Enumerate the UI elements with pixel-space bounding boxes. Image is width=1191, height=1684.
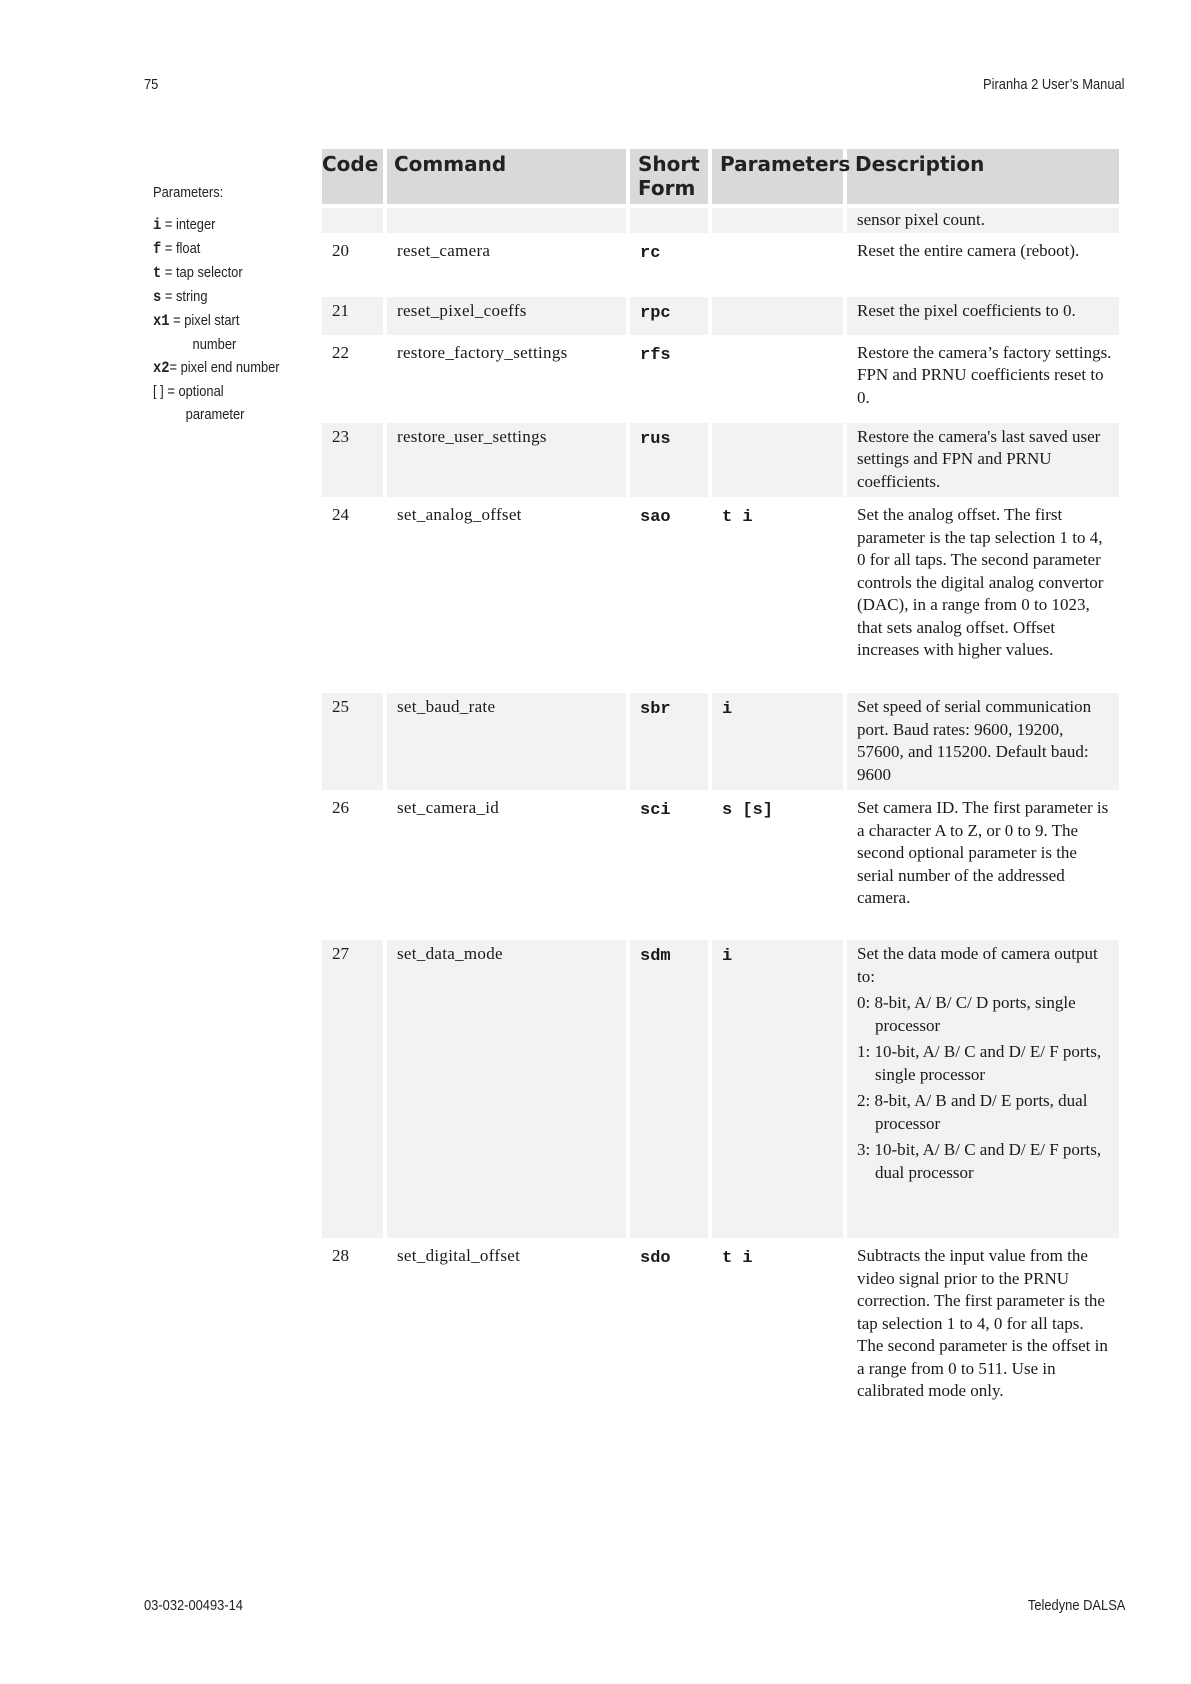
table-row <box>322 237 1119 293</box>
row-description: Subtracts the input value from the video signal prior to the PRNU correction. The first parameter is the tap selection 1 to 4, 0 for all taps. The second parameter is the offset in a range from 0 to 511. Use in calibrated mode only. <box>857 1246 1108 1400</box>
row-description: Set speed of serial communication port. Baud rates: 9600, 19200, 57600, and 115200. Default baud: 9600 <box>847 693 1119 790</box>
row-description: Restore the camera’s factory settings. FPN and PRNU coefficients reset to 0. <box>857 342 1112 407</box>
legend-item-float: f = float <box>153 240 201 258</box>
document-number: 03-032-00493-14 <box>144 1597 243 1614</box>
data-mode-option: 0: 8-bit, A/ B/ C/ D ports, single processor <box>857 993 1076 1035</box>
row-parameters <box>712 297 843 335</box>
legend-item-integer: i = integer <box>153 216 216 234</box>
row-command: restore_factory_settings <box>397 342 568 362</box>
row-command: set_data_mode <box>387 940 626 1238</box>
row-description: Reset the pixel coefficients to 0. <box>847 297 1119 335</box>
row-code: 27 <box>322 940 383 1238</box>
data-mode-option: 3: 10-bit, A/ B/ C and D/ E/ F ports, dual processor <box>857 1140 1102 1182</box>
table-row <box>322 1242 1119 1432</box>
row-parameters <box>712 423 843 498</box>
row-code: 23 <box>322 423 383 498</box>
row-short-form: rpc <box>630 297 708 335</box>
parameters-legend <box>153 184 323 426</box>
row-parameters: t i <box>722 508 753 527</box>
row-command: restore_user_settings <box>387 423 626 498</box>
command-table <box>318 145 1123 1436</box>
data-mode-option: 2: 8-bit, A/ B and D/ E ports, dual processor <box>857 1091 1088 1133</box>
row-short-form: rus <box>630 423 708 498</box>
row-parameters: i <box>712 693 843 790</box>
parameters-legend-title: Parameters: <box>153 184 224 201</box>
row-short-form: sao <box>640 508 671 527</box>
row-description: Restore the camera's last saved user settings and FPN and PRNU coefficients. <box>847 423 1119 498</box>
row-code: 24 <box>332 505 349 524</box>
row-parameters <box>712 339 843 419</box>
continued-description: sensor pixel count. <box>847 208 1119 233</box>
legend-item-pixel-start-cont: number <box>192 336 237 353</box>
legend-item-tap-selector: t = tap selector <box>153 264 243 282</box>
row-description: Set camera ID. The first parameter is a character A to Z, or 0 to 9. The second optional parameter is the serial number of the addressed camera. <box>857 798 1109 907</box>
row-short-form: rfs <box>640 345 671 365</box>
row-short-form: sdm <box>630 940 708 1238</box>
row-command: reset_camera <box>397 240 491 260</box>
page-number: 75 <box>144 76 159 93</box>
table-row <box>322 501 1119 689</box>
row-short-form: sci <box>640 801 671 820</box>
row-code: 25 <box>322 693 383 790</box>
company-name: Teledyne DALSA <box>1027 1597 1125 1614</box>
row-code: 21 <box>322 297 383 335</box>
row-short-form: rc <box>640 243 661 263</box>
row-code: 26 <box>332 798 349 817</box>
table-row <box>322 339 1119 419</box>
row-description: Set the analog offset. The first parameter is the tap selection 1 to 4, 0 for all taps. The second parameter controls the digital analog convertor (DAC), in a range from 0 to 1023, that sets analog offset. Offset increases with higher values. <box>857 505 1104 659</box>
table-row <box>322 940 1119 1238</box>
row-code: 20 <box>332 240 349 260</box>
row-parameters: i <box>712 940 843 1238</box>
table-row <box>322 794 1119 936</box>
table-row-continued <box>322 208 1119 233</box>
row-parameters <box>712 237 843 293</box>
table-row <box>322 297 1119 335</box>
header-short-form: Short Form <box>630 149 708 204</box>
manual-title: Piranha 2 User’s Manual <box>983 76 1125 93</box>
row-parameters: s [s] <box>722 801 774 820</box>
row-command: set_baud_rate <box>387 693 626 790</box>
row-code: 28 <box>332 1246 349 1265</box>
row-code: 22 <box>332 342 349 362</box>
header-command: Command <box>387 149 626 204</box>
header-code: Code <box>322 149 383 204</box>
row-short-form: sbr <box>630 693 708 790</box>
table-row <box>322 423 1119 498</box>
legend-item-string: s = string <box>153 288 208 306</box>
row-description <box>847 940 1119 1238</box>
row-command: set_camera_id <box>397 798 500 817</box>
header-parameters: Parameters <box>712 149 843 204</box>
legend-item-optional: [ ] = optional <box>153 383 224 400</box>
row-command: reset_pixel_coeffs <box>387 297 626 335</box>
row-short-form: sdo <box>640 1249 671 1268</box>
legend-item-pixel-start: x1 = pixel start <box>153 312 240 330</box>
row-command: set_digital_offset <box>397 1246 521 1265</box>
row-command: set_analog_offset <box>397 505 522 524</box>
row-parameters: t i <box>722 1249 753 1268</box>
table-row <box>322 693 1119 790</box>
legend-item-pixel-end: x2= pixel end number <box>153 359 280 377</box>
row-description-text: Set the data mode of camera output to: <box>857 944 1098 986</box>
data-mode-option: 1: 10-bit, A/ B/ C and D/ E/ F ports, single processor <box>857 1042 1102 1084</box>
row-description: Reset the entire camera (reboot). <box>857 240 1080 260</box>
table-header-row <box>322 149 1119 204</box>
legend-item-optional-cont: parameter <box>185 406 245 423</box>
header-description: Description <box>847 149 1119 204</box>
